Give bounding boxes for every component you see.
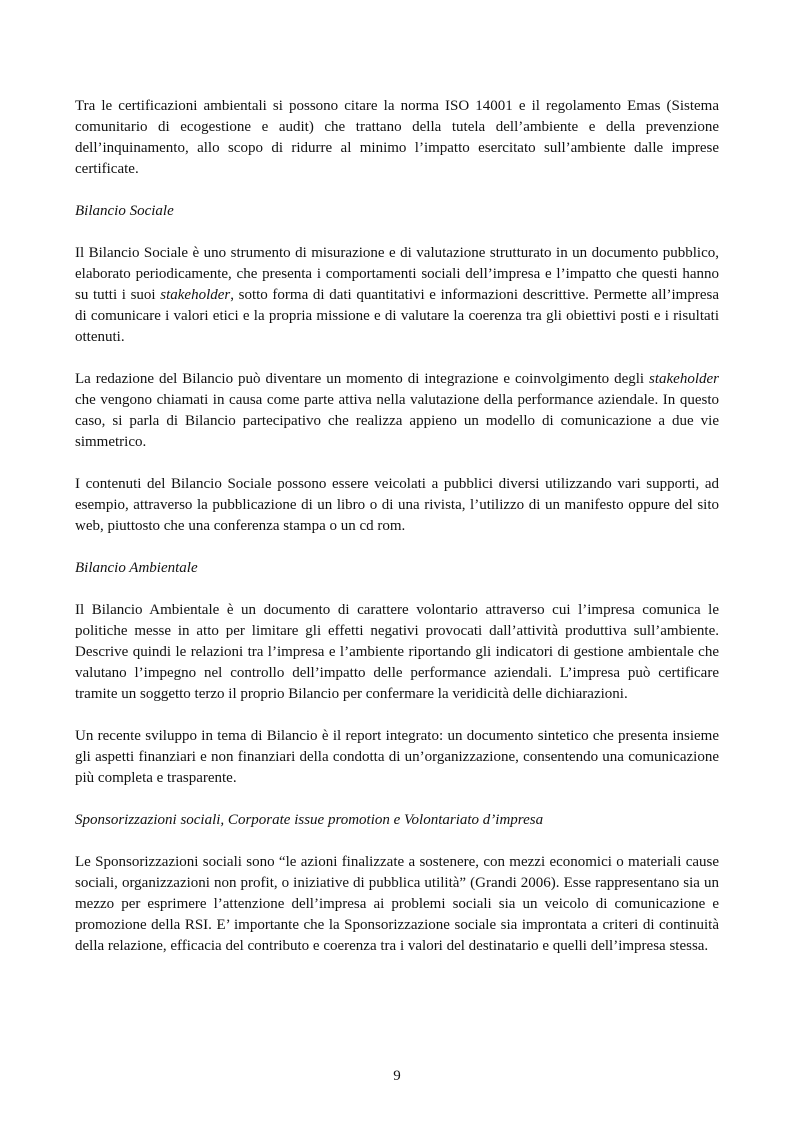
text-run: La redazione del Bilancio può diventare un momento di integrazione e coinvolgimento degli	[75, 371, 650, 387]
paragraph-bilancio-sociale-definizione	[75, 243, 719, 348]
paragraph-redazione-bilancio	[75, 369, 719, 453]
text-run: Il Bilancio Sociale è uno strumento di misurazione e di valutazione strutturato in un documento pubblico, elaborato periodicamente, che presenta i comportamenti sociali dell’impresa e l’impatto che questi hanno su tutti i suoi	[75, 245, 719, 303]
page-number: 9	[393, 1068, 401, 1084]
paragraph-contenuti-bilancio: I contenuti del Bilancio Sociale possono essere veicolati a pubblici diversi utilizzando vari supporti, ad esempio, attraverso la pubblicazione di un libro o di una rivista, l’utilizzo di un manifesto oppure del sito web, piuttosto che una conferenza stampa o un cd rom.	[75, 476, 719, 534]
italic-term-stakeholder: stakeholder	[649, 371, 719, 387]
heading-sponsorizzazioni: Sponsorizzazioni sociali, Corporate issue promotion e Volontariato d’impresa	[75, 812, 544, 828]
paragraph-report-integrato: Un recente sviluppo in tema di Bilancio è il report integrato: un documento sintetico che presenta insieme gli aspetti finanziari e non finanziari della condotta di un’organizzazione, consentendo una comunicazione più completa e trasparente.	[75, 728, 719, 786]
heading-bilancio-sociale: Bilancio Sociale	[75, 203, 174, 219]
text-run: , sotto forma di dati quantitativi e informazioni descrittive. Permette all’impresa di comunicare i valori etici e la propria missione e di valutare la coerenza tra gli obiettivi posti e i risultati ottenuti.	[75, 287, 719, 345]
page-body	[75, 96, 719, 978]
paragraph-sponsorizzazioni: Le Sponsorizzazioni sociali sono “le azioni finalizzate a sostenere, con mezzi economici o materiali cause sociali, organizzazioni non profit, o iniziative di pubblica utilità” (Grandi 2006). Esse rappresentano sia un mezzo per esprimere l’attenzione dell’impresa ai problemi sociali sia un veicolo di comunicazione e promozione della RSI. E’ importante che la Sponsorizzazione sociale sia improntata a criteri di continuità della relazione, efficacia del contributo e coerenza tra i valori del destinatario e quelli dell’impresa stessa.	[75, 854, 719, 954]
heading-bilancio-ambientale: Bilancio Ambientale	[75, 560, 198, 576]
paragraph-bilancio-ambientale: Il Bilancio Ambientale è un documento di carattere volontario attraverso cui l’impresa comunica le politiche messe in atto per limitare gli effetti negativi provocati dall’attività produttiva sull’ambiente. Descrive quindi le relazioni tra l’impresa e l’ambiente riportando gli indicatori di gestione ambientale che valutano l’impegno nel controllo dell’impatto delle performance aziendali. L’impresa può certificare tramite un soggetto terzo il proprio Bilancio per confermare la veridicità delle dichiarazioni.	[75, 602, 719, 702]
text-run: che vengono chiamati in causa come parte attiva nella valutazione della performance aziendale. In questo caso, si parla di Bilancio partecipativo che realizza appieno un modello di comunicazione a due vie simmetrico.	[75, 392, 719, 450]
paragraph-certificazioni: Tra le certificazioni ambientali si possono citare la norma ISO 14001 e il regolamento Emas (Sistema comunitario di ecogestione e audit) che trattano della tutela dell’ambiente e della prevenzione dell’inquinamento, allo scopo di ridurre al minimo l’impatto esercitato sull’ambiente dalle imprese certificate.	[75, 98, 719, 177]
italic-term-stakeholder: stakeholder	[160, 287, 231, 303]
